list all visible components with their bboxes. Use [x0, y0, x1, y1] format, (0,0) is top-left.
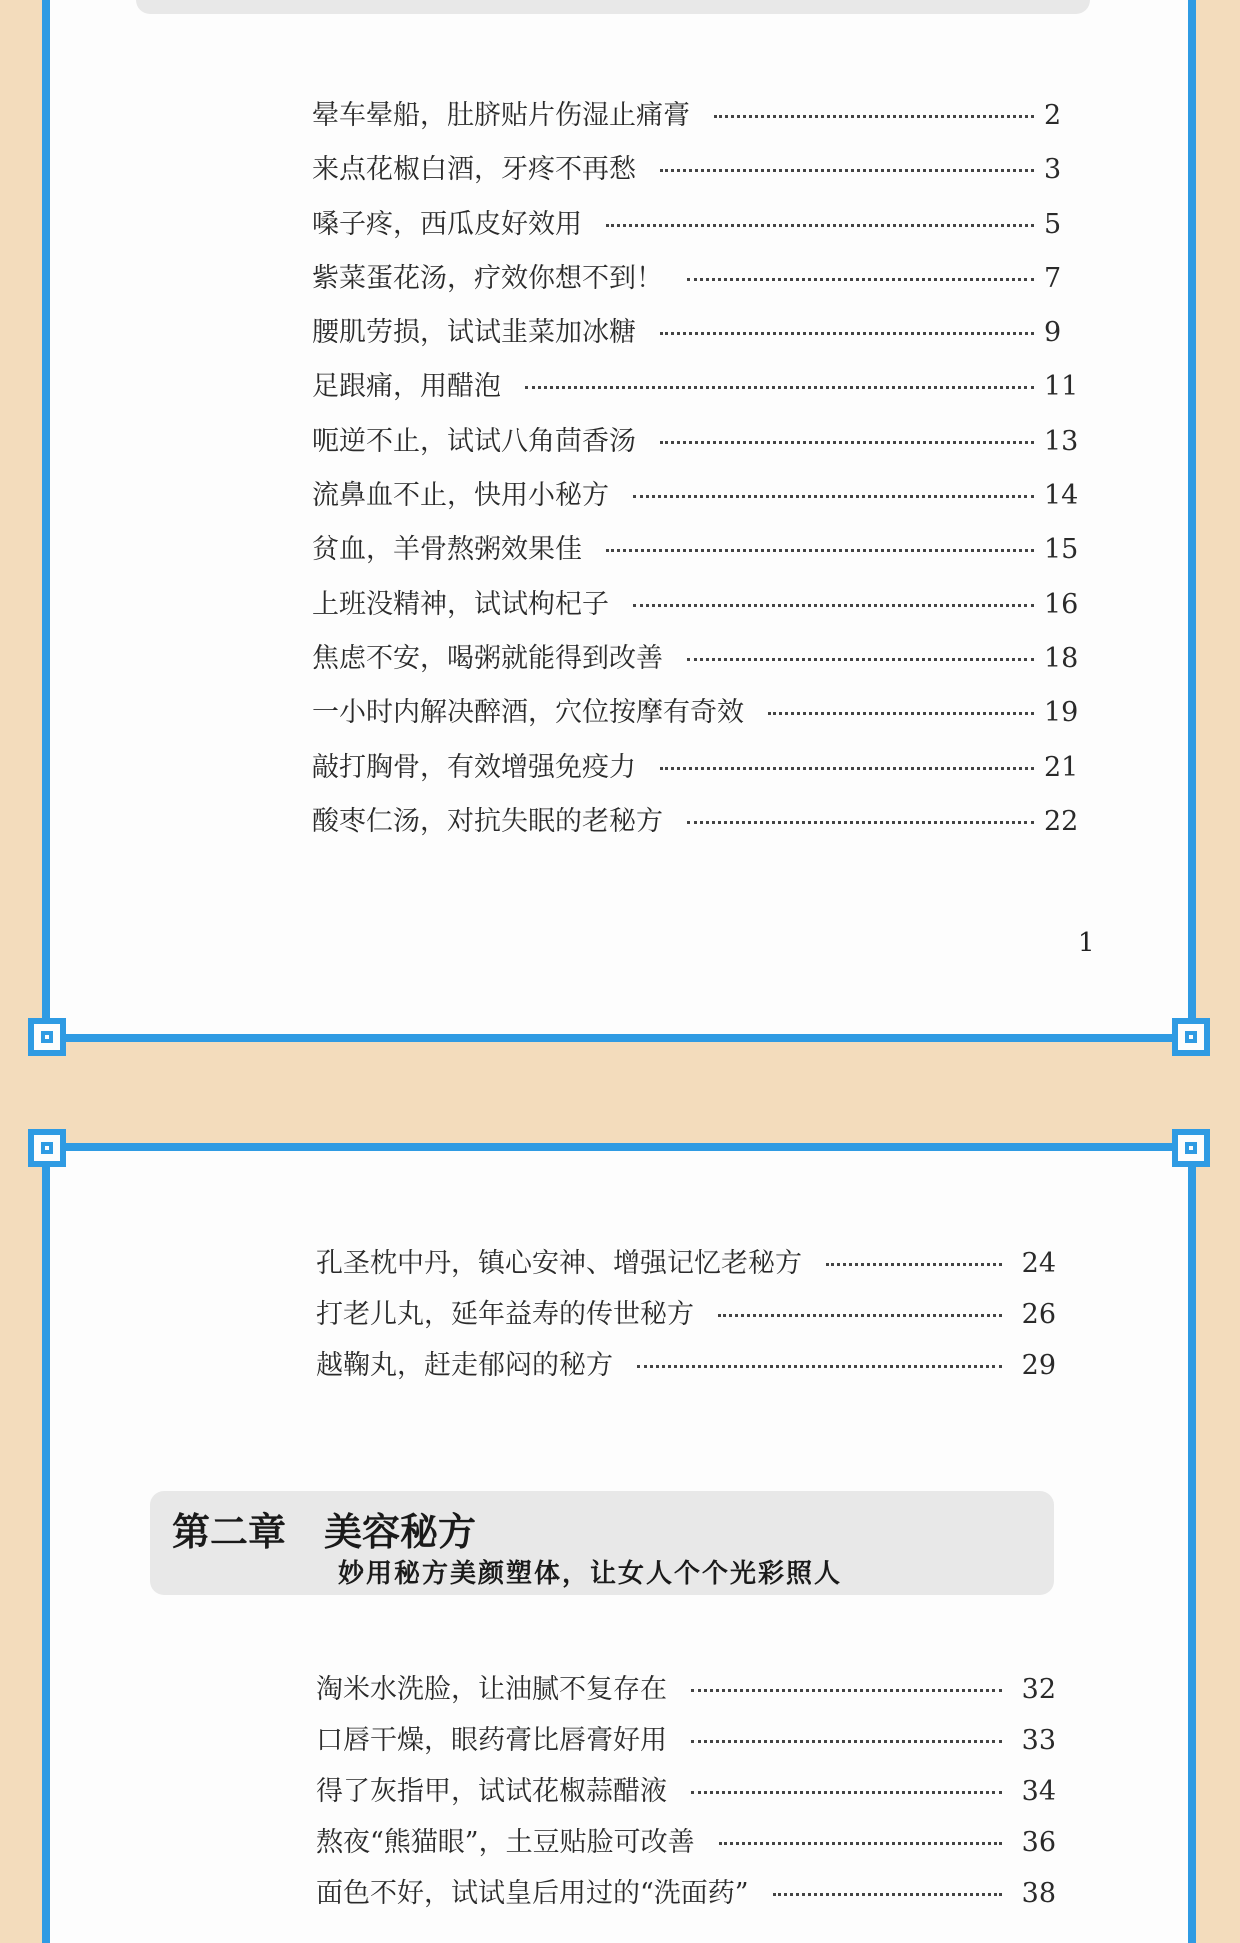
entry-title: 淘米水洗脸，让油腻不复存在 [316, 1674, 667, 1705]
entry-page: 2 [1044, 100, 1062, 131]
leader-dots [691, 1689, 1002, 1692]
entry-title: 流鼻血不止，快用小秘方 [312, 480, 609, 512]
chapter-name: 美容秘方 [324, 1510, 477, 1554]
entry-title: 敲打胸骨，有效增强免疫力 [312, 751, 636, 783]
toc-entry[interactable] [316, 1667, 1056, 1718]
chapter-title [172, 1501, 476, 1556]
entry-page: 3 [1044, 154, 1062, 186]
toc-list [316, 1241, 1056, 1394]
leader-dots [691, 1791, 1002, 1794]
entry-title: 嗓子疼，西瓜皮好效用 [312, 208, 582, 240]
toc-entry[interactable] [312, 202, 1088, 256]
corner-ornament [28, 1018, 66, 1056]
toc-entry[interactable] [316, 1718, 1056, 1769]
entry-title: 贫血，羊骨熬粥效果佳 [312, 534, 582, 566]
toc-entry[interactable] [312, 147, 1088, 201]
entry-title: 晕车晕船，肚脐贴片伤湿止痛膏 [312, 100, 690, 131]
leader-dots [826, 1263, 1002, 1266]
toc-entry[interactable] [316, 1871, 1056, 1922]
entry-title: 酸枣仁汤，对抗失眠的老秘方 [312, 805, 663, 837]
chapter-banner [150, 1491, 1054, 1595]
leader-dots [606, 224, 1034, 227]
leader-dots [714, 115, 1034, 118]
toc-entry[interactable] [316, 1820, 1056, 1871]
toc-entry[interactable] [312, 690, 1088, 744]
leader-dots [768, 712, 1034, 715]
leader-dots [633, 495, 1034, 498]
toc-list [312, 93, 1088, 853]
entry-title: 面色不好，试试皇后用过的“洗面药” [316, 1878, 749, 1909]
toc-page-2 [42, 1143, 1196, 1943]
toc-entry[interactable] [312, 582, 1088, 636]
toc-list [316, 1667, 1056, 1922]
toc-entry[interactable] [316, 1241, 1056, 1292]
entry-title: 呃逆不止，试试八角茴香汤 [312, 425, 636, 457]
toc-entry[interactable] [312, 636, 1088, 690]
toc-page-1 [42, 0, 1196, 1042]
leader-dots [687, 658, 1034, 661]
toc-entry[interactable] [316, 1769, 1056, 1820]
entry-page: 21 [1044, 751, 1079, 783]
entry-title: 腰肌劳损，试试韭菜加冰糖 [312, 317, 636, 349]
entry-title: 一小时内解决醉酒，穴位按摩有奇效 [312, 697, 744, 729]
leader-dots [660, 169, 1034, 172]
entry-page: 19 [1044, 697, 1079, 729]
chapter-number: 第二章 [172, 1510, 287, 1554]
toc-entry[interactable] [312, 93, 1088, 147]
toc-entry[interactable] [316, 1292, 1056, 1343]
entry-page: 14 [1044, 480, 1079, 512]
leader-dots [660, 441, 1034, 444]
chapter-subtitle: 妙用秘方美颜塑体，让女人个个光彩照人 [338, 1559, 843, 1589]
leader-dots [719, 1842, 1002, 1845]
entry-page: 22 [1044, 805, 1079, 837]
leader-dots [687, 821, 1034, 824]
toc-entry[interactable] [312, 473, 1088, 527]
entry-title: 越鞠丸，赶走郁闷的秘方 [316, 1350, 613, 1381]
corner-ornament [1172, 1129, 1210, 1167]
entry-page: 13 [1044, 425, 1079, 457]
toc-entry[interactable] [312, 745, 1088, 799]
toc-entry[interactable] [312, 310, 1088, 364]
entry-page: 32 [1021, 1674, 1056, 1705]
corner-ornament [1172, 1018, 1210, 1056]
entry-title: 熬夜“熊猫眼”，土豆贴脸可改善 [316, 1827, 695, 1858]
entry-page: 29 [1021, 1350, 1056, 1381]
entry-page: 11 [1044, 371, 1079, 403]
leader-dots [633, 604, 1034, 607]
leader-dots [773, 1893, 1002, 1896]
entry-page: 24 [1021, 1248, 1056, 1279]
entry-page: 7 [1044, 262, 1062, 294]
leader-dots [525, 386, 1034, 389]
toc-entry[interactable] [312, 364, 1088, 418]
entry-title: 口唇干燥，眼药膏比唇膏好用 [316, 1725, 667, 1756]
toc-entry[interactable] [316, 1343, 1056, 1394]
entry-page: 15 [1044, 534, 1079, 566]
leader-dots [660, 332, 1034, 335]
leader-dots [637, 1365, 1002, 1368]
entry-page: 36 [1021, 1827, 1056, 1858]
entry-page: 9 [1044, 317, 1062, 349]
chapter-banner [136, 0, 1090, 14]
entry-page: 33 [1021, 1725, 1056, 1756]
toc-entry[interactable] [312, 256, 1088, 310]
entry-page: 5 [1044, 208, 1062, 240]
entry-title: 来点花椒白酒，牙疼不再愁 [312, 154, 636, 186]
entry-title: 打老儿丸，延年益寿的传世秘方 [316, 1299, 694, 1330]
leader-dots [718, 1314, 1002, 1317]
leader-dots [660, 767, 1034, 770]
entry-title: 得了灰指甲，试试花椒蒜醋液 [316, 1776, 667, 1807]
entry-page: 18 [1044, 642, 1079, 674]
corner-ornament [28, 1129, 66, 1167]
entry-title: 紫菜蛋花汤，疗效你想不到！ [312, 262, 663, 294]
entry-page: 26 [1021, 1299, 1056, 1330]
entry-title: 孔圣枕中丹，镇心安神、增强记忆老秘方 [316, 1248, 802, 1279]
entry-page: 34 [1021, 1776, 1056, 1807]
entry-page: 16 [1044, 588, 1079, 620]
leader-dots [687, 278, 1034, 281]
toc-entry[interactable] [312, 799, 1088, 853]
entry-title: 足跟痛，用醋泡 [312, 371, 501, 403]
leader-dots [606, 549, 1034, 552]
entry-page: 38 [1021, 1878, 1056, 1909]
page-number: 1 [1078, 928, 1095, 958]
entry-title: 焦虑不安，喝粥就能得到改善 [312, 642, 663, 674]
entry-title: 上班没精神，试试枸杞子 [312, 588, 609, 620]
leader-dots [691, 1740, 1002, 1743]
toc-entry[interactable] [312, 419, 1088, 473]
toc-entry[interactable] [312, 527, 1088, 581]
